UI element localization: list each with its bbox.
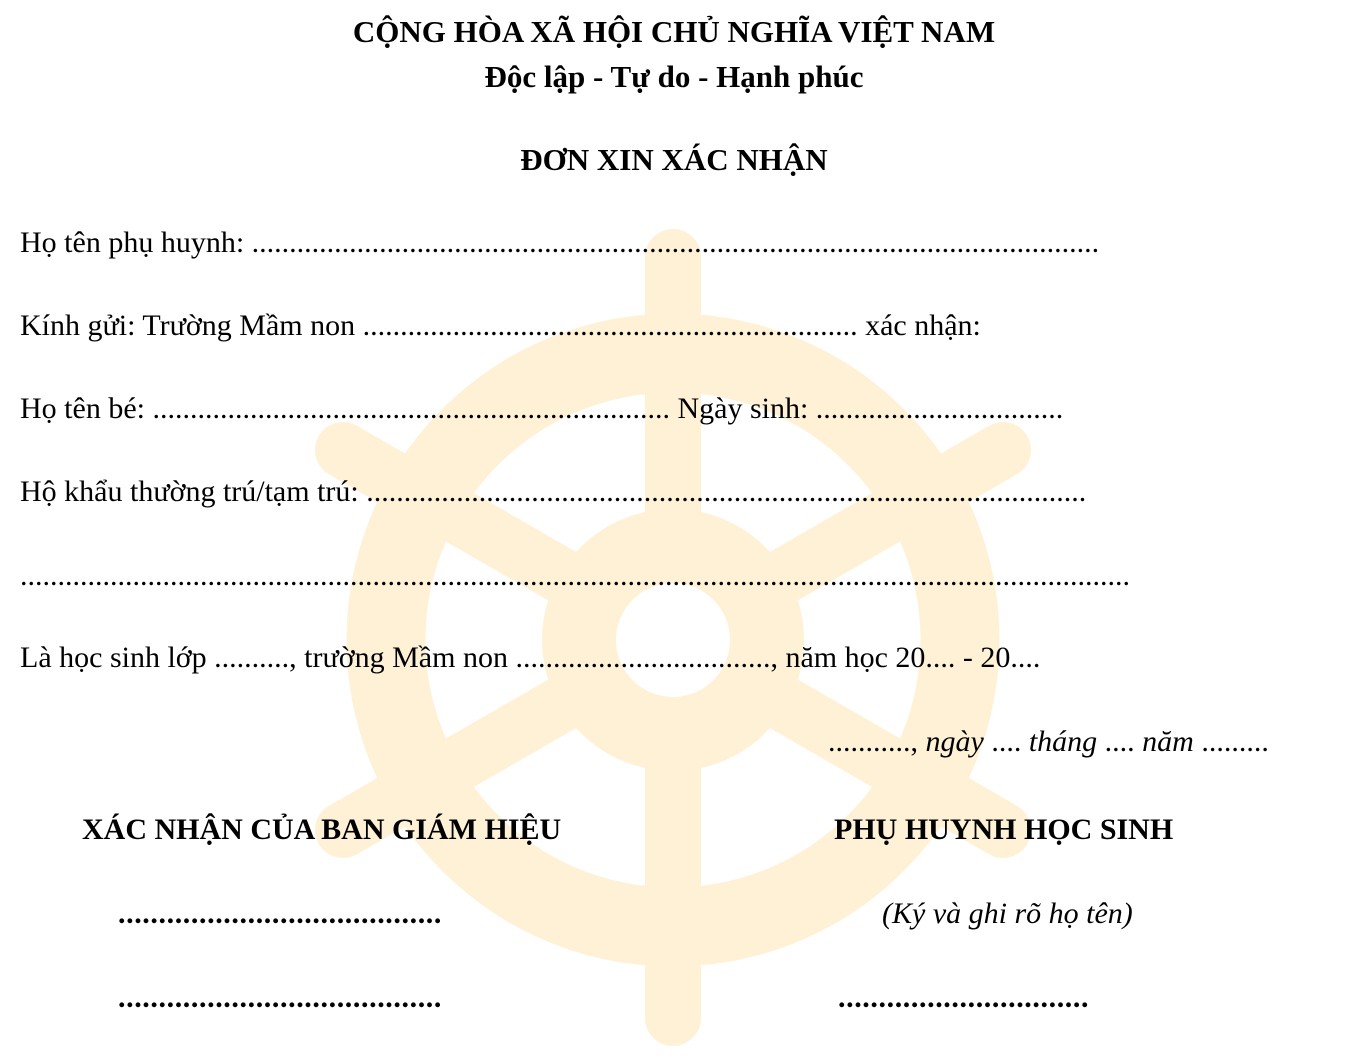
nation-heading: CỘNG HÒA XÃ HỘI CHỦ NGHĨA VIỆT NAM xyxy=(352,14,996,49)
month-label: tháng xyxy=(1021,725,1105,758)
residence-blank[interactable]: ................................................................................................ xyxy=(366,475,1087,508)
addressee-suffix: xác nhận: xyxy=(857,309,981,342)
sign-instruction: (Ký và ghi rõ họ tên) xyxy=(882,897,1133,930)
child-field xyxy=(20,392,1063,426)
motto-heading: Độc lập - Tự do - Hạnh phúc xyxy=(484,59,864,94)
residence-label: Hộ khẩu thường trú/tạm trú: xyxy=(20,475,367,508)
document-title: ĐƠN XIN XÁC NHẬN xyxy=(520,142,828,177)
parent-name-label: Họ tên phụ huynh: xyxy=(20,226,252,259)
class-blank[interactable]: .......... xyxy=(214,641,290,674)
school-year-label: , năm học 20.... - 20.... xyxy=(770,641,1041,674)
residence-continuation-field xyxy=(20,559,1130,593)
enrollment-field xyxy=(20,641,1040,675)
dob-label: Ngày sinh: xyxy=(669,392,816,425)
date-line xyxy=(828,725,1269,759)
parent-name-blank[interactable]: ................................................................................................................. xyxy=(251,226,1100,259)
place-blank[interactable]: ..........., xyxy=(828,725,918,758)
residence-continuation-blank[interactable]: .................................................................................................................................................... xyxy=(20,559,1130,592)
parent-heading: PHỤ HUYNH HỌC SINH xyxy=(834,813,1174,846)
year-label: năm xyxy=(1134,725,1202,758)
month-blank[interactable]: .... xyxy=(1104,725,1135,758)
parent-name-field xyxy=(20,226,1099,260)
school-name-blank[interactable]: .................................................................. xyxy=(362,309,858,342)
residence-field xyxy=(20,475,1086,509)
day-label: ngày xyxy=(918,725,992,758)
school-label: , trường Mầm non xyxy=(289,641,516,674)
child-name-label: Họ tên bé: xyxy=(20,392,153,425)
addressee-label: Kính gửi: Trường Mầm non xyxy=(20,309,363,342)
class-label: Là học sinh lớp xyxy=(20,641,215,674)
addressee-field xyxy=(20,309,981,343)
school-board-signature-line-1[interactable]: ........................................ xyxy=(118,897,442,930)
school-blank[interactable]: .................................. xyxy=(515,641,771,674)
school-board-signature-line-2[interactable]: ........................................ xyxy=(118,981,442,1014)
parent-signature-line[interactable]: ............................... xyxy=(838,981,1090,1014)
dob-blank[interactable]: ................................. xyxy=(815,392,1064,425)
child-name-blank[interactable]: ..................................................................... xyxy=(152,392,670,425)
day-blank[interactable]: .... xyxy=(991,725,1022,758)
school-board-heading: XÁC NHẬN CỦA BAN GIÁM HIỆU xyxy=(82,813,562,846)
year-blank[interactable]: ......... xyxy=(1201,725,1269,758)
